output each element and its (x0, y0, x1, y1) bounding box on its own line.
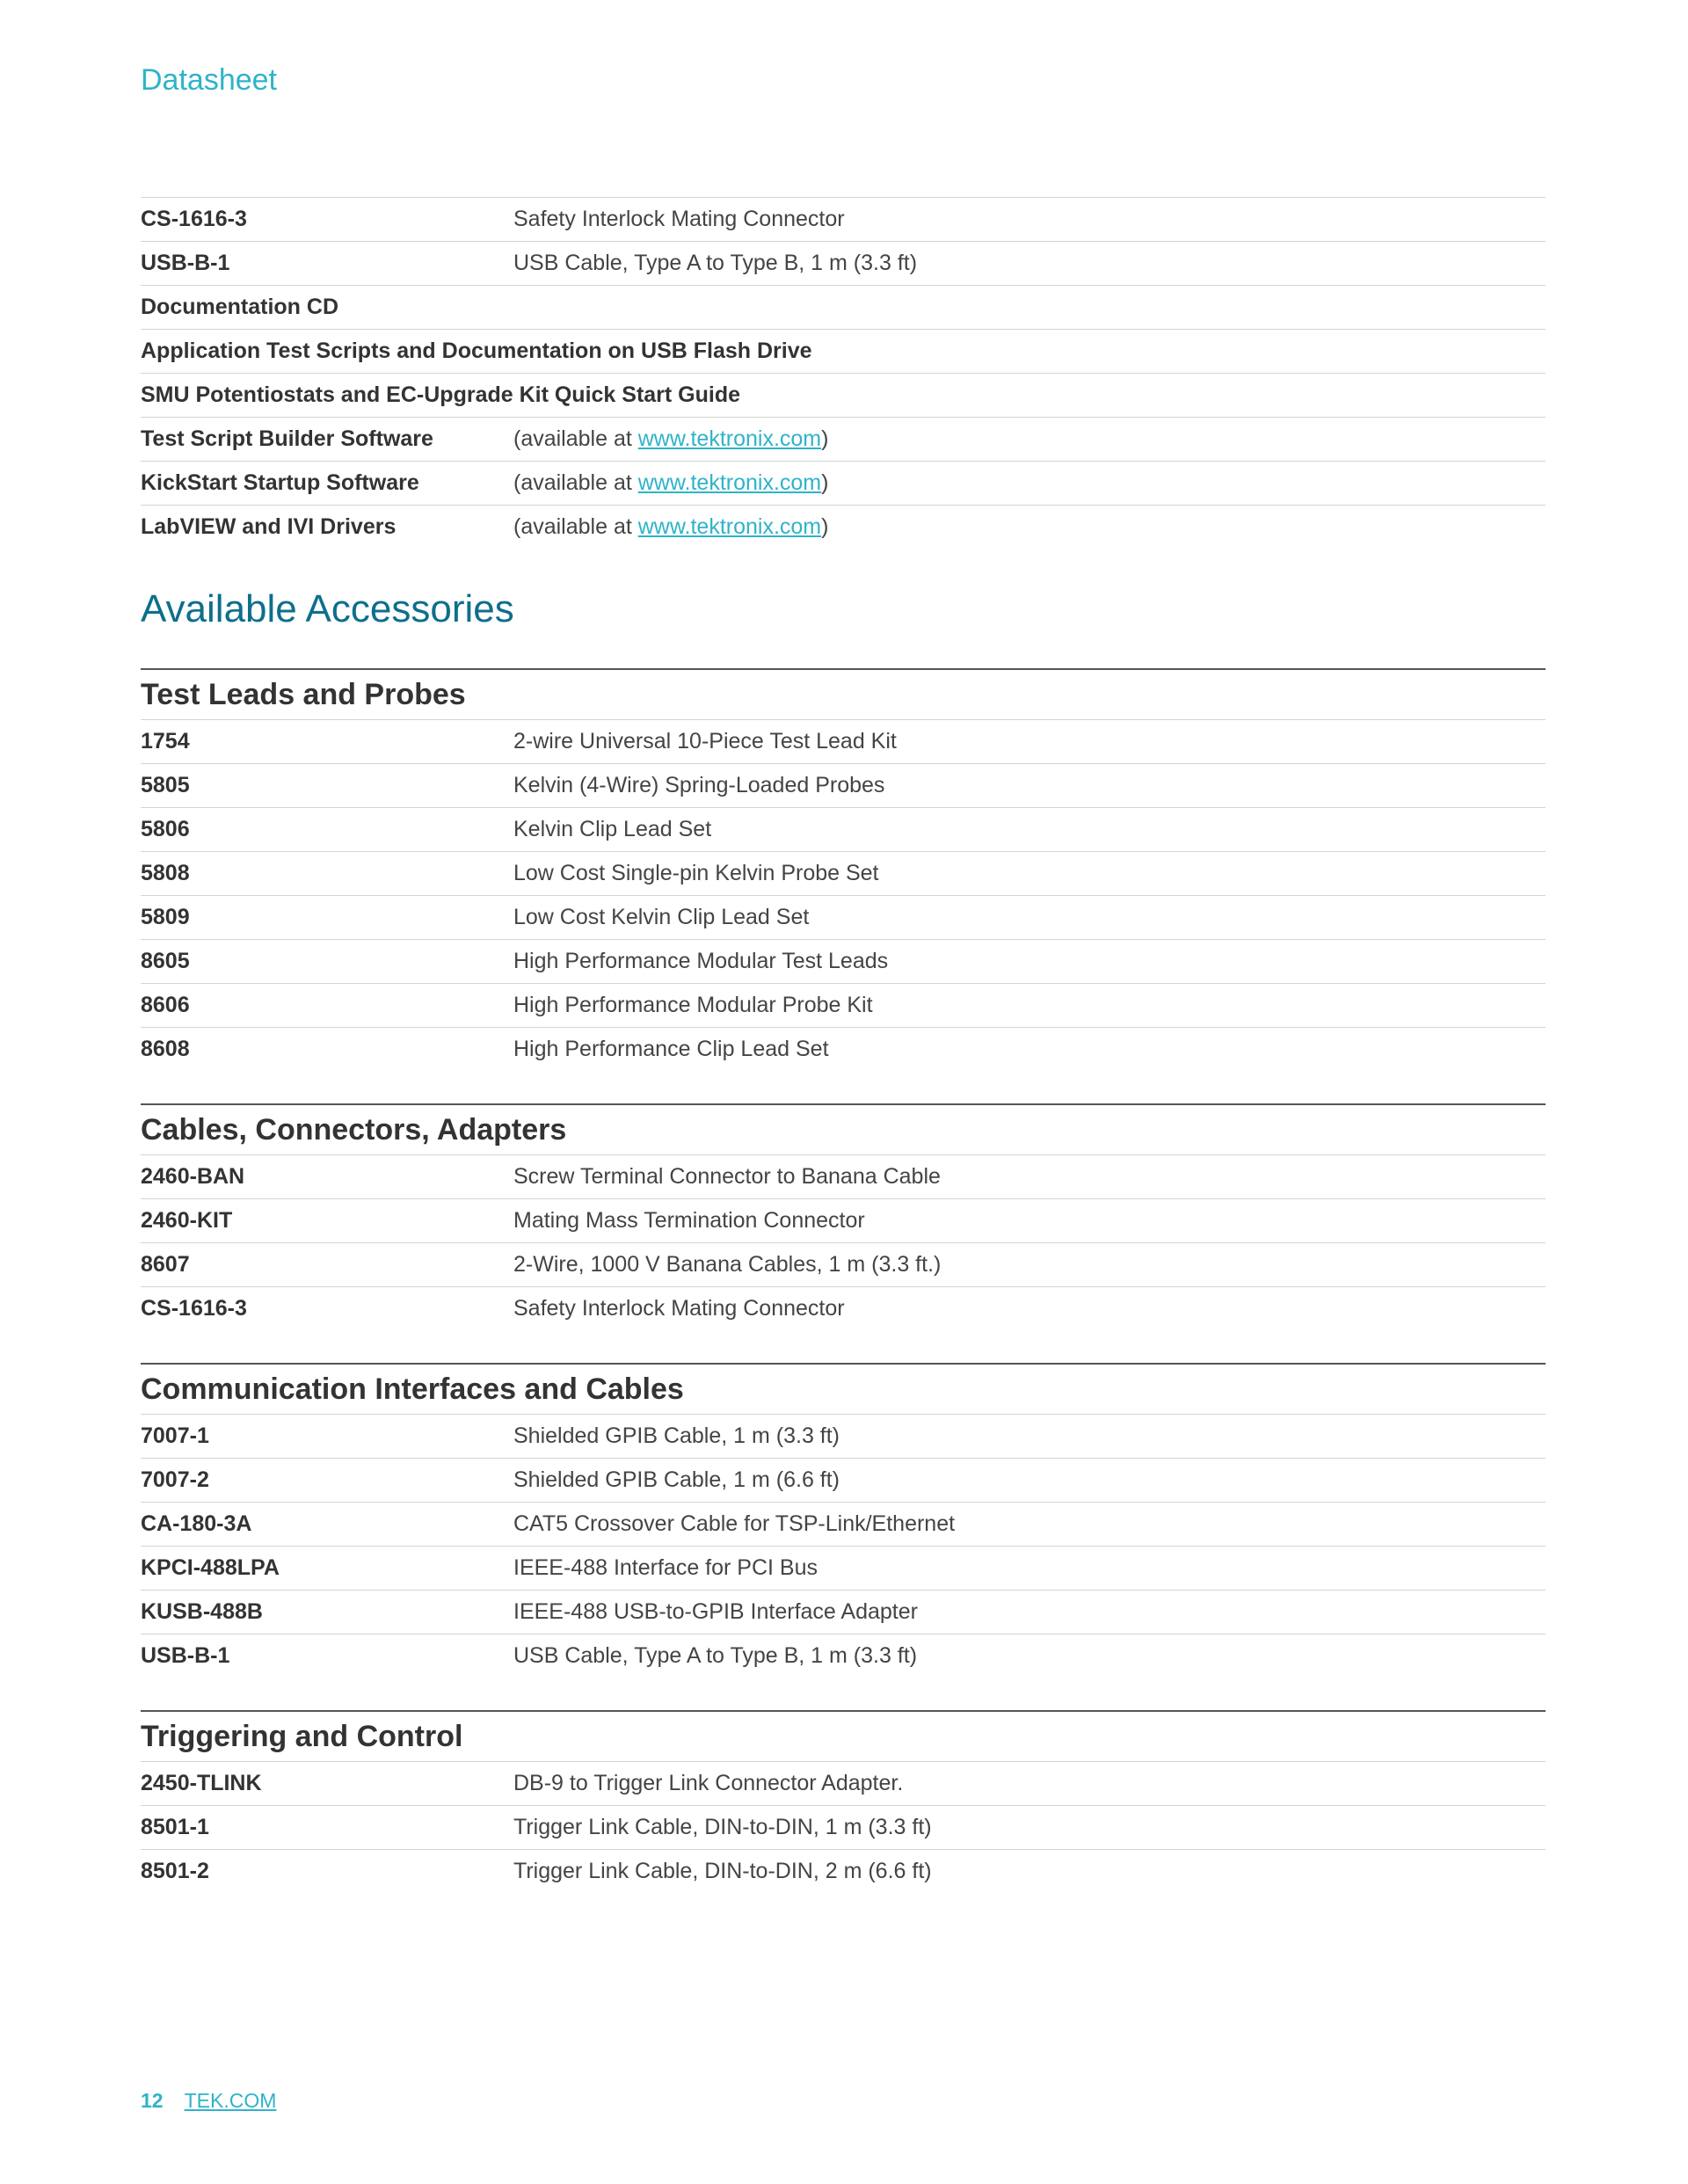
document-type-label: Datasheet (141, 63, 277, 97)
item-description: 2-Wire, 1000 V Banana Cables, 1 m (3.3 ft.) (513, 1252, 942, 1277)
item-description: IEEE-488 Interface for PCI Bus (513, 1555, 818, 1580)
item-description: USB Cable, Type A to Type B, 1 m (3.3 ft) (513, 1643, 918, 1668)
table-row (141, 1154, 1546, 1198)
item-part-number: 7007-2 (141, 1467, 209, 1492)
table-row (141, 1805, 1546, 1849)
item-description: High Performance Modular Probe Kit (513, 993, 873, 1017)
table-row (141, 763, 1546, 807)
item-part-number: 2460-BAN (141, 1164, 245, 1189)
item-description: Shielded GPIB Cable, 1 m (6.6 ft) (513, 1467, 840, 1492)
availability-suffix: ) (821, 514, 829, 539)
table-row (141, 1414, 1546, 1458)
item-description: Trigger Link Cable, DIN-to-DIN, 2 m (6.6 ft) (513, 1859, 932, 1883)
item-part-number: 5805 (141, 773, 190, 797)
section-title: Triggering and Control (141, 1719, 463, 1753)
item-part-number: 8606 (141, 993, 190, 1017)
table-row (141, 983, 1546, 1027)
table-row (141, 1590, 1546, 1634)
item-description: IEEE-488 USB-to-GPIB Interface Adapter (513, 1599, 918, 1624)
availability-suffix: ) (821, 426, 829, 451)
tektronix-link[interactable]: www.tektronix.com (637, 514, 822, 539)
item-description: Kelvin Clip Lead Set (513, 817, 712, 841)
table-row (141, 939, 1546, 983)
item-description: Low Cost Kelvin Clip Lead Set (513, 905, 810, 929)
item-description: 2-wire Universal 10-Piece Test Lead Kit (513, 729, 897, 753)
item-part-number: KUSB-488B (141, 1599, 263, 1624)
page-number: 12 (141, 2089, 164, 2112)
tektronix-link[interactable]: www.tektronix.com (637, 470, 822, 495)
item-description: Safety Interlock Mating Connector (513, 207, 845, 231)
table-row (141, 1242, 1546, 1286)
item-part-number: 2460-KIT (141, 1208, 233, 1233)
table-row (141, 417, 1546, 461)
item-description: Trigger Link Cable, DIN-to-DIN, 1 m (3.3 ft) (513, 1815, 932, 1839)
table-row (141, 1286, 1546, 1330)
item-description: High Performance Modular Test Leads (513, 949, 889, 973)
tek-com-link[interactable]: TEK.COM (184, 2089, 277, 2112)
item-part-number: CS-1616-3 (141, 1296, 247, 1321)
item-description: Kelvin (4-Wire) Spring-Loaded Probes (513, 773, 885, 797)
table-row (141, 373, 1546, 417)
section-heading-available-accessories: Available Accessories (141, 587, 514, 630)
accessory-section (141, 1710, 1546, 1893)
availability-prefix: (available at (513, 514, 638, 539)
item-part-number: 5806 (141, 817, 190, 841)
table-row (141, 505, 1546, 549)
item-description (513, 426, 828, 452)
item-part-number: 8608 (141, 1037, 190, 1061)
item-description: Mating Mass Termination Connector (513, 1208, 865, 1233)
item-description: Shielded GPIB Cable, 1 m (3.3 ft) (513, 1423, 840, 1448)
table-row (141, 895, 1546, 939)
table-row (141, 461, 1546, 505)
table-row (141, 1634, 1546, 1678)
availability-prefix: (available at (513, 470, 638, 495)
item-part-number: 8605 (141, 949, 190, 973)
item-part-number: 5809 (141, 905, 190, 929)
item-part-number: LabVIEW and IVI Drivers (141, 514, 397, 539)
tektronix-link[interactable]: www.tektronix.com (637, 426, 822, 451)
item-part-number: KPCI-488LPA (141, 1555, 280, 1580)
availability-suffix: ) (821, 470, 829, 495)
item-part-number: 8501-1 (141, 1815, 209, 1839)
item-description (513, 514, 828, 540)
table-row (141, 197, 1546, 241)
page-footer (141, 2089, 276, 2113)
table-row (141, 329, 1546, 373)
item-description: High Performance Clip Lead Set (513, 1037, 829, 1061)
item-part-number: 7007-1 (141, 1423, 209, 1448)
item-part-number: SMU Potentiostats and EC-Upgrade Kit Quick Start Guide (141, 382, 741, 407)
item-part-number: Application Test Scripts and Documentation on USB Flash Drive (141, 339, 812, 363)
item-description: DB-9 to Trigger Link Connector Adapter. (513, 1771, 904, 1795)
item-part-number: USB-B-1 (141, 1643, 230, 1668)
accessory-section (141, 1103, 1546, 1330)
table-row (141, 851, 1546, 895)
section-title: Cables, Connectors, Adapters (141, 1112, 567, 1147)
table-row (141, 1849, 1546, 1893)
item-part-number: Test Script Builder Software (141, 426, 433, 451)
table-row (141, 1546, 1546, 1590)
item-description: USB Cable, Type A to Type B, 1 m (3.3 ft) (513, 251, 918, 275)
item-part-number: 8607 (141, 1252, 190, 1277)
item-part-number: USB-B-1 (141, 251, 230, 275)
item-part-number: CS-1616-3 (141, 207, 247, 231)
section-title: Communication Interfaces and Cables (141, 1372, 684, 1406)
table-row (141, 285, 1546, 329)
accessory-section (141, 668, 1546, 1071)
item-part-number: CA-180-3A (141, 1511, 252, 1536)
item-description: Low Cost Single-pin Kelvin Probe Set (513, 861, 879, 885)
table-row (141, 1502, 1546, 1546)
item-description: Screw Terminal Connector to Banana Cable (513, 1164, 941, 1189)
section-title: Test Leads and Probes (141, 677, 466, 711)
included-items-table (141, 197, 1546, 549)
item-part-number: 8501-2 (141, 1859, 209, 1883)
item-description (513, 470, 828, 496)
item-part-number: Documentation CD (141, 295, 338, 319)
table-row (141, 241, 1546, 285)
table-row (141, 1198, 1546, 1242)
item-part-number: 2450-TLINK (141, 1771, 262, 1795)
item-description: CAT5 Crossover Cable for TSP-Link/Ethernet (513, 1511, 956, 1536)
item-part-number: 5808 (141, 861, 190, 885)
table-row (141, 1761, 1546, 1805)
table-row (141, 1458, 1546, 1502)
item-part-number: 1754 (141, 729, 190, 753)
table-row (141, 719, 1546, 763)
availability-prefix: (available at (513, 426, 638, 451)
item-description: Safety Interlock Mating Connector (513, 1296, 845, 1321)
accessory-section (141, 1363, 1546, 1678)
item-part-number: KickStart Startup Software (141, 470, 419, 495)
table-row (141, 1027, 1546, 1071)
table-row (141, 807, 1546, 851)
